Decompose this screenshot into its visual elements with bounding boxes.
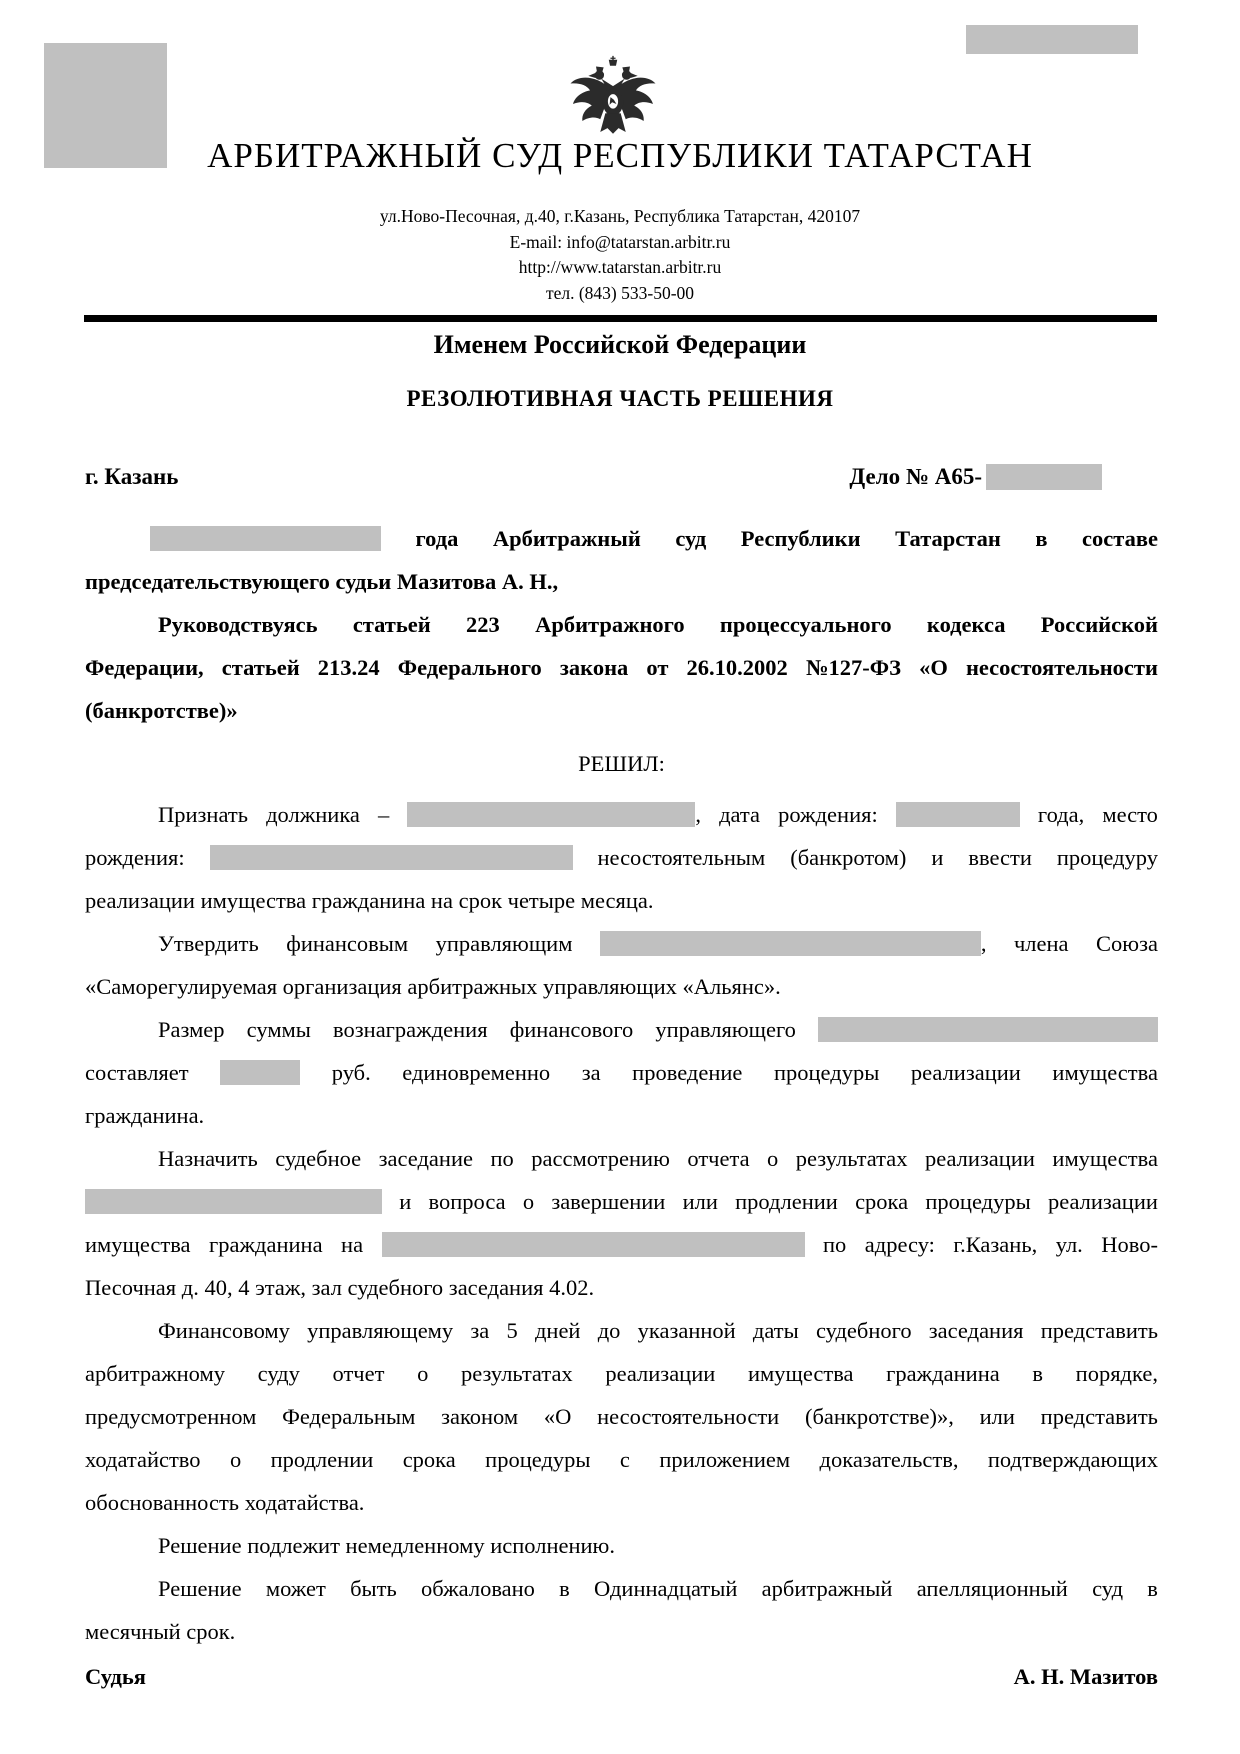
body-line: [85, 603, 1158, 646]
text-run: в: [1032, 1360, 1044, 1386]
text-run: приложением: [659, 1446, 791, 1472]
body-line: [85, 1051, 1158, 1094]
body-line: [85, 922, 1158, 965]
text-run: реализации: [1047, 1188, 1158, 1214]
redaction-block: [210, 845, 573, 870]
text-run: Одиннадцатый: [594, 1575, 738, 1601]
text-run: о: [229, 1446, 242, 1472]
text-run: быть: [350, 1575, 397, 1601]
body-line: [85, 1094, 1158, 1137]
court-address: ул.Ново-Песочная, д.40, г.Казань, Республика Татарстан, 420107: [379, 206, 861, 226]
text-run: проведение: [632, 1059, 743, 1085]
case-number: [849, 464, 1102, 490]
text-run: управляющего: [655, 1016, 796, 1042]
text-run: срока: [855, 1188, 909, 1214]
body-line: [85, 1309, 1158, 1352]
text-run: гражданина: [886, 1360, 1000, 1386]
text-run: 26.10.2002: [686, 654, 788, 680]
redaction-block: [896, 802, 1020, 827]
text-run: №127-ФЗ: [805, 654, 901, 680]
text-run: Союза: [1096, 930, 1158, 956]
text-run: обоснованность ходатайства.: [85, 1490, 365, 1515]
text-run: суммы: [246, 1016, 311, 1042]
text-run: «Саморегулируемая организация арбитражных управляющих «Альянс».: [85, 974, 781, 999]
body-line: [85, 1610, 1158, 1653]
document-body: [85, 517, 1158, 1698]
text-run: Руководствуясь: [158, 611, 318, 637]
body-line: [85, 1438, 1158, 1481]
court-website: http://www.tatarstan.arbitr.ru: [518, 257, 722, 277]
case-line: [85, 462, 1158, 492]
coat-of-arms-eagle-icon: [562, 52, 664, 144]
text-run: суд: [675, 525, 707, 551]
in-the-name-heading: Именем Российской Федерации: [433, 330, 807, 359]
text-run: несостоятельности: [965, 654, 1158, 680]
text-run: рождения:: [85, 844, 185, 870]
body-line: [85, 879, 1158, 922]
text-run: представить: [1040, 1317, 1158, 1343]
redaction-block: [818, 1017, 1158, 1042]
redaction-block: [85, 1189, 382, 1214]
redaction-block: [382, 1232, 805, 1257]
text-run: дата: [719, 801, 761, 827]
text-run: или: [682, 1188, 718, 1214]
text-run: ввести: [968, 844, 1032, 870]
text-run: до: [597, 1317, 621, 1343]
text-run: отчет: [332, 1360, 385, 1386]
text-run: результатах: [795, 1145, 908, 1171]
text-run: продлении: [735, 1188, 838, 1214]
text-run: ходатайство: [85, 1446, 201, 1472]
text-run: и: [931, 844, 944, 870]
text-run: Ново-: [1101, 1231, 1158, 1257]
text-run: (банкротом): [790, 844, 907, 870]
body-line: [85, 793, 1158, 836]
text-run: реализации: [924, 1145, 1035, 1171]
text-run: 5: [506, 1317, 518, 1343]
text-run: место: [1102, 801, 1158, 827]
text-run: единовременно: [402, 1059, 551, 1085]
redaction-block: [220, 1060, 300, 1085]
text-run: Размер: [158, 1016, 225, 1042]
case-number-label: Дело № А65-: [849, 464, 982, 489]
redaction-block-top-right: [966, 25, 1138, 54]
body-line: [85, 742, 1158, 785]
text-run: председательствующего судьи Мазитова А. Н.,: [85, 569, 559, 594]
text-run: члена: [1013, 930, 1069, 956]
text-run: даты: [752, 1317, 799, 1343]
body-line: [85, 689, 1158, 732]
text-run: арбитражному: [85, 1360, 225, 1386]
text-run: Решение подлежит немедленному исполнению.: [158, 1533, 615, 1558]
text-run: РЕШИЛ:: [578, 751, 665, 776]
case-city: г. Казань: [85, 464, 179, 489]
text-run: Российской: [1040, 611, 1158, 637]
text-run: порядке,: [1075, 1360, 1158, 1386]
text-run: рождения:: [778, 801, 878, 827]
text-run: по: [490, 1145, 514, 1171]
text-run: г.Казань,: [953, 1231, 1038, 1257]
case-number-redaction: [986, 464, 1102, 490]
text-run: ул.: [1055, 1231, 1083, 1257]
text-run: кодекса: [926, 611, 1006, 637]
text-run: на: [341, 1231, 364, 1257]
text-run: имущества: [747, 1360, 854, 1386]
text-run: должника: [266, 801, 360, 827]
text-run: реализации: [605, 1360, 716, 1386]
document-type-heading: РЕЗОЛЮТИВНАЯ ЧАСТЬ РЕШЕНИЯ: [406, 386, 834, 411]
text-run: судебного: [815, 1317, 912, 1343]
text-run: руб.: [331, 1059, 371, 1085]
text-run: гражданина.: [85, 1103, 205, 1128]
text-run: или: [979, 1403, 1015, 1429]
text-run: имущества: [1052, 1059, 1158, 1085]
text-run: судебное: [275, 1145, 362, 1171]
text-run: отчета: [687, 1145, 750, 1171]
body-line: [85, 517, 1158, 560]
text-run: Арбитражный: [492, 525, 641, 551]
text-run: Решение: [158, 1575, 242, 1601]
text-run: 223: [466, 611, 500, 637]
text-run: Федеральным: [282, 1403, 416, 1429]
redaction-block: ,: [407, 802, 701, 828]
body-line: [85, 1395, 1158, 1438]
body-line: [85, 965, 1158, 1008]
text-run: дней: [534, 1317, 581, 1343]
text-run: о: [522, 1188, 535, 1214]
text-run: результатах: [461, 1360, 573, 1386]
text-run: имущества: [85, 1231, 191, 1257]
court-email: E-mail: info@tatarstan.arbitr.ru: [509, 231, 731, 252]
text-run: продлении: [270, 1446, 374, 1472]
judge-name: А. Н. Мазитов: [1013, 1663, 1158, 1689]
text-run: Финансовому: [158, 1317, 290, 1343]
text-run: Песочная д. 40, 4 этаж, зал судебного заседания 4.02.: [85, 1275, 595, 1300]
text-run: «О: [543, 1403, 572, 1429]
text-run: рассмотрению: [531, 1145, 670, 1171]
text-run: суд: [1092, 1575, 1124, 1601]
court-name: АРБИТРАЖНЫЙ СУД РЕСПУБЛИКИ ТАТАРСТАН: [207, 136, 1033, 175]
text-run: указанной: [637, 1317, 736, 1343]
court-contacts: [0, 204, 1240, 306]
text-run: финансовым: [286, 930, 409, 956]
body-line: [85, 1524, 1158, 1567]
text-run: (банкротстве)»,: [804, 1403, 954, 1429]
text-run: апелляционный: [916, 1575, 1068, 1601]
text-run: Республики: [740, 525, 861, 551]
text-run: закона: [559, 654, 629, 680]
text-run: Утвердить: [158, 930, 259, 956]
text-run: месячный срок.: [85, 1619, 236, 1644]
text-run: предусмотренном: [85, 1403, 257, 1429]
text-run: «О: [919, 654, 948, 680]
text-run: процедуры: [773, 1059, 880, 1085]
text-run: составе: [1082, 525, 1158, 551]
body-line: [85, 560, 1158, 603]
body-line: [85, 1481, 1158, 1524]
text-run: за: [470, 1317, 490, 1343]
text-run: –: [378, 801, 390, 827]
text-run: вознаграждения: [333, 1016, 488, 1042]
text-run: Арбитражного: [535, 611, 685, 637]
text-run: процедуры: [485, 1446, 591, 1472]
text-run: 213.24: [317, 654, 380, 680]
text-run: имущества: [1052, 1145, 1158, 1171]
text-run: завершении: [551, 1188, 666, 1214]
text-run: Признать: [158, 801, 248, 827]
text-run: доказательств,: [819, 1446, 959, 1472]
court-phone: тел. (843) 533-50-00: [545, 282, 695, 303]
text-run: суду: [257, 1360, 300, 1386]
text-run: процедуру: [1056, 844, 1158, 870]
text-run: года,: [1037, 801, 1085, 827]
header-divider: [84, 315, 1157, 322]
text-run: срока: [402, 1446, 456, 1472]
text-run: процедуры: [925, 1188, 1031, 1214]
text-run: финансового: [509, 1016, 634, 1042]
text-run: Татарстан: [895, 525, 1001, 551]
text-run: с: [619, 1446, 630, 1472]
judge-label: Судья: [85, 1663, 146, 1689]
text-run: и: [399, 1188, 412, 1214]
text-run: процессуального: [719, 611, 892, 637]
text-run: составляет: [85, 1059, 189, 1085]
text-run: о: [767, 1145, 779, 1171]
text-run: Федерального: [397, 654, 542, 680]
text-run: несостоятельным: [597, 844, 766, 870]
body-line: [85, 1567, 1158, 1610]
text-run: в: [1147, 1575, 1158, 1601]
text-run: в: [559, 1575, 570, 1601]
text-run: в: [1035, 525, 1048, 551]
text-run: Назначить: [158, 1145, 258, 1171]
body-line: [85, 1137, 1158, 1180]
text-run: адресу:: [864, 1231, 935, 1257]
body-line: [85, 1223, 1158, 1266]
text-run: заседание: [378, 1145, 473, 1171]
text-run: статьей: [221, 654, 300, 680]
text-run: по: [823, 1231, 847, 1257]
text-run: от: [646, 654, 669, 680]
body-line: [85, 1266, 1158, 1309]
text-run: заседания: [928, 1317, 1024, 1343]
body-line: [85, 836, 1158, 879]
text-run: обжаловано: [420, 1575, 535, 1601]
text-run: гражданина: [209, 1231, 323, 1257]
text-run: за: [581, 1059, 601, 1085]
body-line: [85, 1180, 1158, 1223]
text-run: арбитражный: [761, 1575, 893, 1601]
text-run: может: [265, 1575, 326, 1601]
redaction-block: [150, 526, 381, 551]
body-line: [85, 646, 1158, 689]
text-run: управляющему: [307, 1317, 454, 1343]
text-run: (банкротстве)»: [85, 698, 238, 723]
text-run: реализации: [910, 1059, 1021, 1085]
text-run: реализации имущества гражданина на срок четыре месяца.: [85, 888, 654, 913]
text-run: вопроса: [428, 1188, 506, 1214]
text-run: подтверждающих: [987, 1446, 1158, 1472]
body-line: [85, 1008, 1158, 1051]
text-run: законом: [441, 1403, 519, 1429]
text-run: статьей: [352, 611, 431, 637]
body-line: [85, 1352, 1158, 1395]
text-run: несостоятельности: [597, 1403, 780, 1429]
text-run: Федерации,: [85, 654, 204, 680]
signature-line: [85, 1655, 1158, 1698]
text-run: о: [417, 1360, 429, 1386]
text-run: года: [415, 525, 459, 551]
text-run: управляющим: [435, 930, 573, 956]
redaction-block: ,: [600, 931, 987, 957]
text-run: представить: [1040, 1403, 1158, 1429]
